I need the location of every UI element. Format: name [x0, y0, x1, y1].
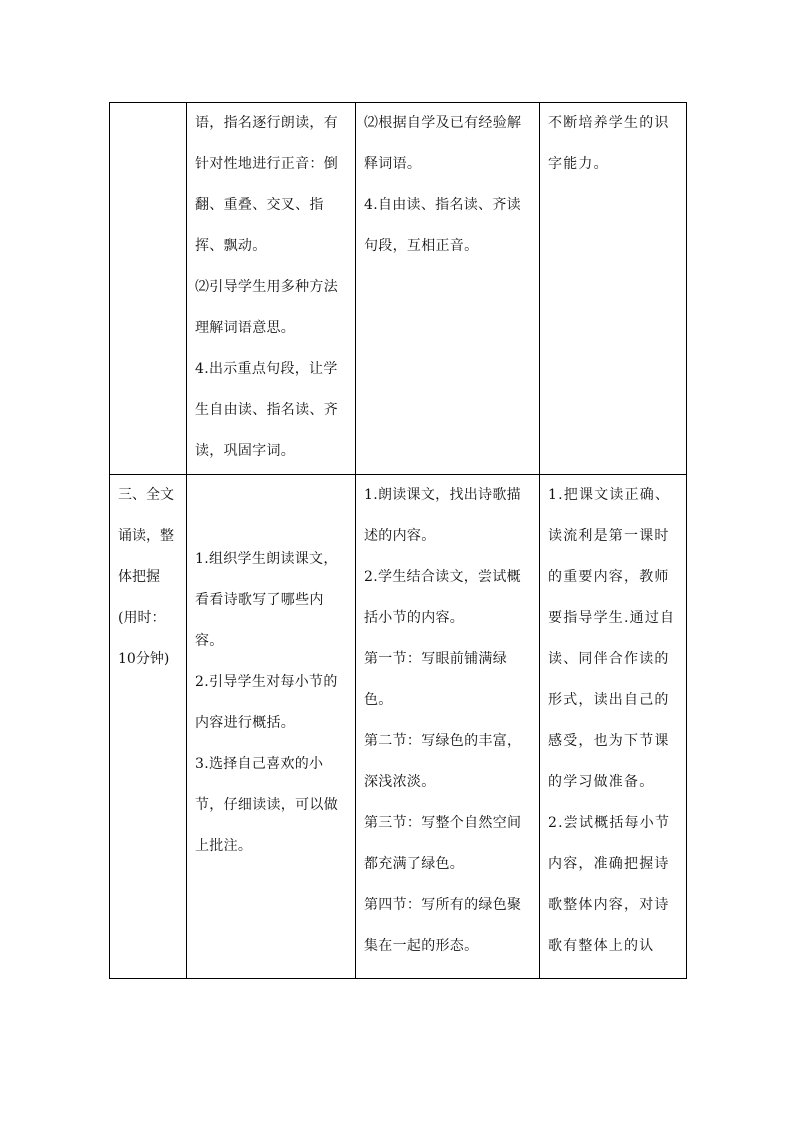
intent-text: 不断培养学生的识字能力。 [548, 115, 670, 172]
student-step: 第三节：写整个自然空间都充满了绿色。 [364, 815, 522, 872]
student-activity-cell [356, 475, 540, 979]
lesson-plan-table [109, 102, 687, 979]
teacher-step: 2.引导学生对每小节的内容进行概括。 [195, 674, 338, 731]
stage-text: 三、全文诵读，整体把握(用时：10分钟) [118, 487, 174, 667]
teacher-step: 3.选择自己喜欢的小节，仔细读读，可以做上批注。 [195, 756, 338, 854]
teacher-activity-cell [187, 475, 356, 979]
stage-cell [110, 475, 187, 979]
table-row [110, 475, 687, 979]
teacher-step: 4.出示重点句段，让学生自由读、指名读、齐读，巩固字词。 [195, 361, 338, 459]
student-step: ⑵根据自学及已有经验解释词语。 [364, 115, 522, 172]
design-intent-cell [540, 103, 687, 475]
teacher-step: 1.组织学生朗读课文，看看诗歌写了哪些内容。 [195, 551, 338, 649]
intent-text: 2.尝试概括每小节内容，准确把握诗歌整体内容，对诗歌有整体上的认 [548, 815, 671, 954]
student-step: 1.朗读课文，找出诗歌描述的内容。 [364, 487, 521, 544]
teacher-step: 语，指名逐行朗读，有针对性地进行正音：倒翻、重叠、交叉、指挥、飘动。 [195, 115, 338, 254]
student-step: 第一节：写眼前铺满绿色。 [364, 651, 507, 708]
stage-cell [110, 103, 187, 475]
student-activity-cell [356, 103, 540, 475]
table-row [110, 103, 687, 475]
student-step: 2.学生结合读文，尝试概括小节的内容。 [364, 569, 521, 626]
teacher-activity-cell [187, 103, 356, 475]
student-step: 第二节：写绿色的丰富，深浅浓淡。 [364, 733, 522, 790]
design-intent-cell [540, 475, 687, 979]
teacher-step: ⑵引导学生用多种方法理解词语意思。 [195, 279, 338, 336]
student-step: 4.自由读、指名读、齐读句段，互相正音。 [364, 197, 521, 254]
intent-text: 1.把课文读正确、读流利是第一课时的重要内容，教师要指导学生.通过自读、同伴合作读的形式，读出自己的感受，也为下节课的学习做准备。 [548, 487, 676, 790]
student-step: 第四节：写所有的绿色聚集在一起的形态。 [364, 897, 522, 954]
